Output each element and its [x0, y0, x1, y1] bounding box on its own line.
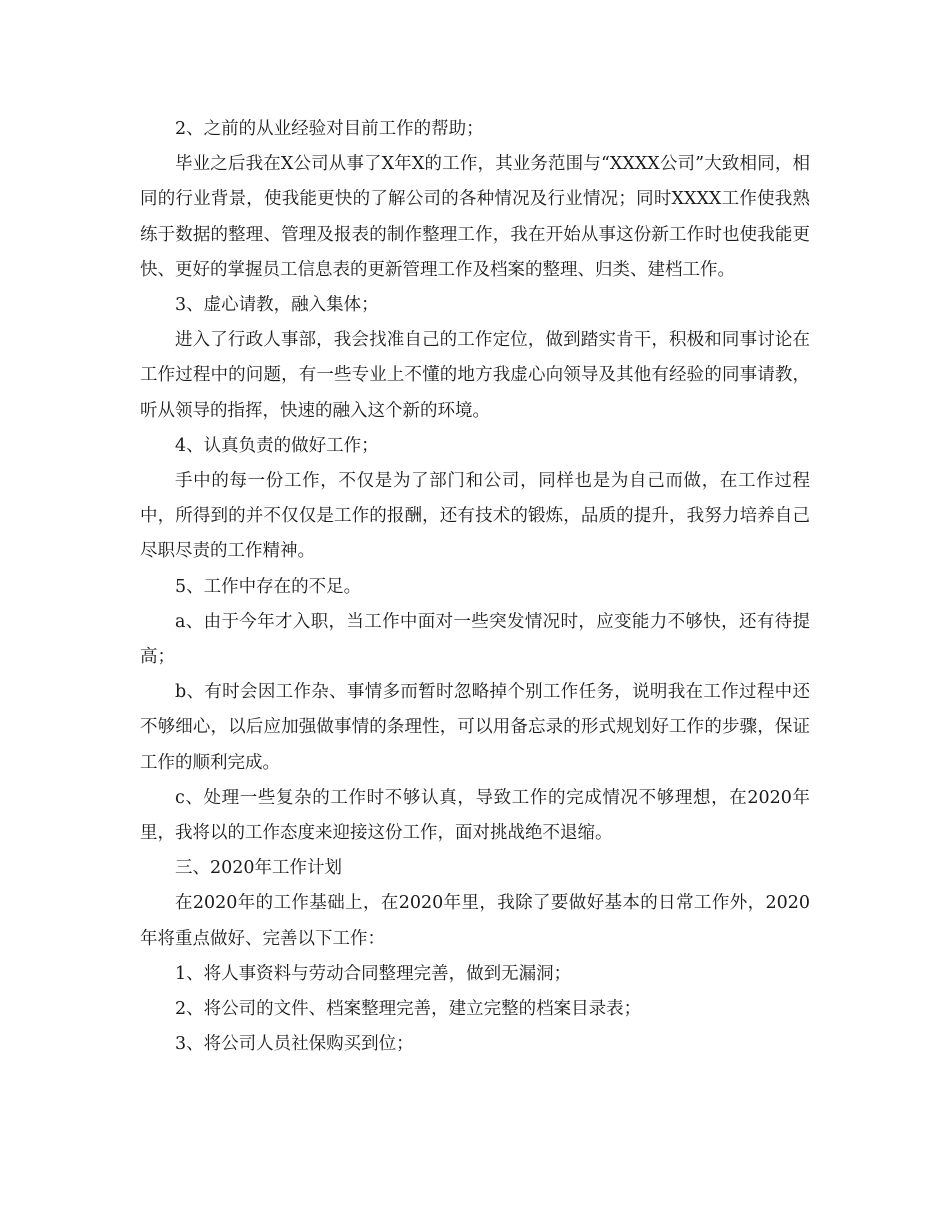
paragraph-heading-2: 2、之前的从业经验对目前工作的帮助；: [175, 119, 484, 139]
paragraph: 手中的每一份工作，不仅是为了部门和公司，同样也是为自己而做，在工作过程中，所得到的并不仅仅是工作的报酬，还有技术的锻炼，品质的提升，我努力培养自己尽职尽责的工作精神。: [140, 471, 810, 562]
document-body: [140, 112, 810, 1062]
plan-item-2: 2、将公司的文件、档案整理完善，建立完整的档案目录表；: [175, 999, 642, 1020]
paragraph: 进入了行政人事部，我会找准自己的工作定位，做到踏实肯干，积极和同事讨论在工作过程中的问题，有一些专业上不懂的地方我虚心向领导及其他有经验的同事请教，听从领导的指挥，快速的融入这个新的环境。: [140, 330, 810, 421]
paragraph: 在2020年的工作基础上，在2020年里，我除了要做好基本的日常工作外，2020年将重点做好、完善以下工作：: [140, 893, 810, 949]
paragraph-heading-4: 4、认真负责的做好工作；: [175, 435, 379, 456]
paragraph-heading-5: 5、工作中存在的不足。: [175, 576, 362, 597]
paragraph: 毕业之后我在X公司从事了X年X的工作，其业务范围与“XXXX公司”大致相同，相同的行业背景，使我能更快的了解公司的各种情况及行业情况；同时XXXX工作使我熟练于数据的整理、管理及报表的制作整理工作，我在开始从事这份新工作时也使我能更快、更好的掌握员工信息表的更新管理工作及档案的整理、归类、建档工作。: [140, 154, 810, 280]
plan-item-3: 3、将公司人员社保购买到位；: [175, 1034, 414, 1055]
section-heading-plan: 三、2020年工作计划: [175, 858, 343, 879]
plan-item-1: 1、将人事资料与劳动合同整理完善，做到无漏洞；: [175, 963, 572, 984]
list-item-a: a、由于今年才入职，当工作中面对一些突发情况时，应变能力不够快，还有待提高；: [140, 611, 810, 668]
list-item-c: c、处理一些复杂的工作时不够认真，导致工作的完成情况不够理想，在2020年里，我将以的工作态度来迎接这份工作，面对挑战绝不退缩。: [140, 787, 810, 844]
paragraph-heading-3: 3、虚心请教，融入集体；: [175, 295, 379, 316]
list-item-b: b、有时会因工作杂、事情多而暂时忽略掉个别工作任务，说明我在工作过程中还不够细心，以后应加强做事情的条理性，可以用备忘录的形式规划好工作的步骤，保证工作的顺利完成。: [140, 682, 810, 773]
